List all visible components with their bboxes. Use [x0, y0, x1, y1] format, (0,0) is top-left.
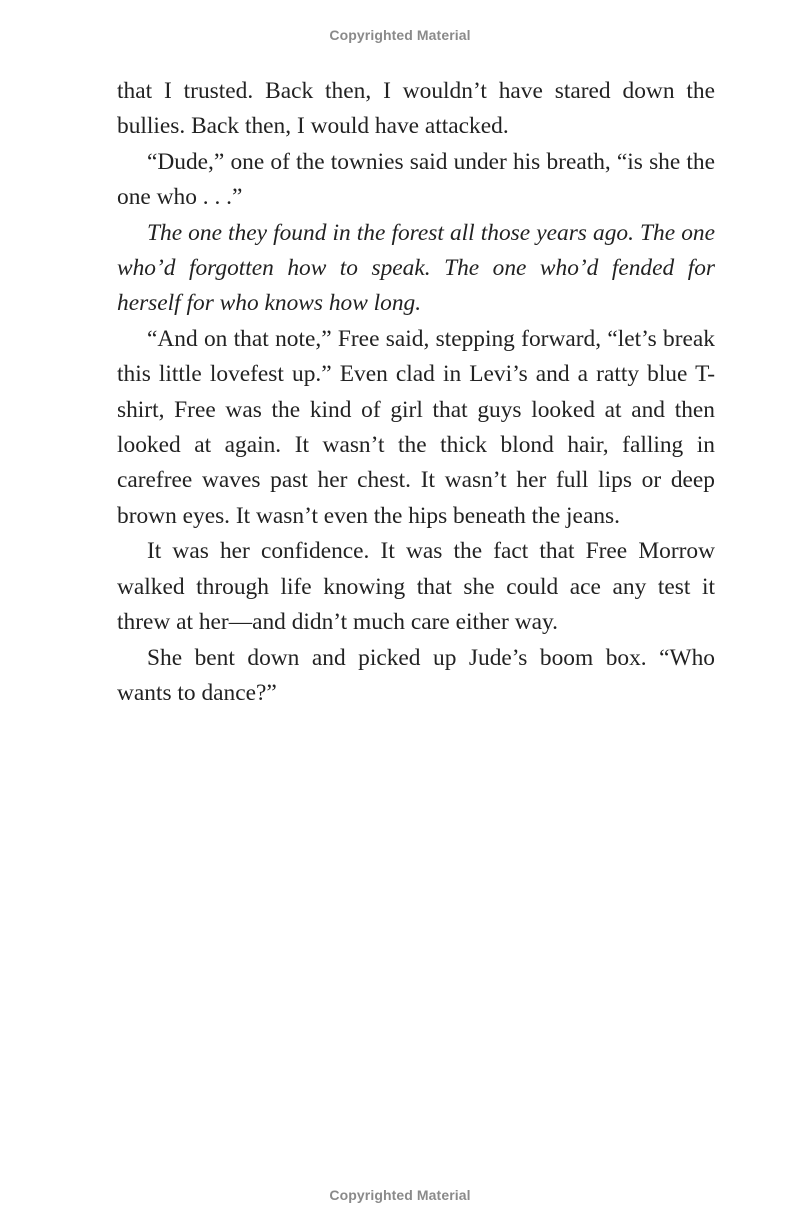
paragraph-1: that I trusted. Back then, I wouldn’t have stared down the bullies. Back then, I would have attacked.: [117, 78, 715, 140]
paragraph-6: She bent down and picked up Jude’s boom box. “Who wants to dance?”: [117, 644, 715, 706]
paragraph-5: It was her confidence. It was the fact that Free Morrow walked through life knowing that she could ace any test it threw at her—and didn’t much care either way.: [117, 538, 715, 636]
body-text: [117, 74, 715, 711]
paragraph-4: “And on that note,” Free said, stepping forward, “let’s break this little lovefest up.” Even clad in Levi’s and a ratty blue T-shirt, Free was the kind of girl that guys looked at and then looked at again. It wasn’t the thick blond hair, falling in carefree waves past her chest. It wasn’t her full lips or deep brown eyes. It wasn’t even the hips beneath the jeans.: [117, 325, 715, 529]
watermark-bottom: Copyrighted Material: [329, 1187, 471, 1203]
paragraph-3-italic: The one they found in the forest all those years ago. The one who’d forgotten how to speak. The one who’d fended for herself for who knows how long.: [117, 219, 715, 317]
watermark-top: Copyrighted Material: [329, 27, 471, 43]
paragraph-2: “Dude,” one of the townies said under his breath, “is she the one who . . .”: [117, 148, 715, 211]
